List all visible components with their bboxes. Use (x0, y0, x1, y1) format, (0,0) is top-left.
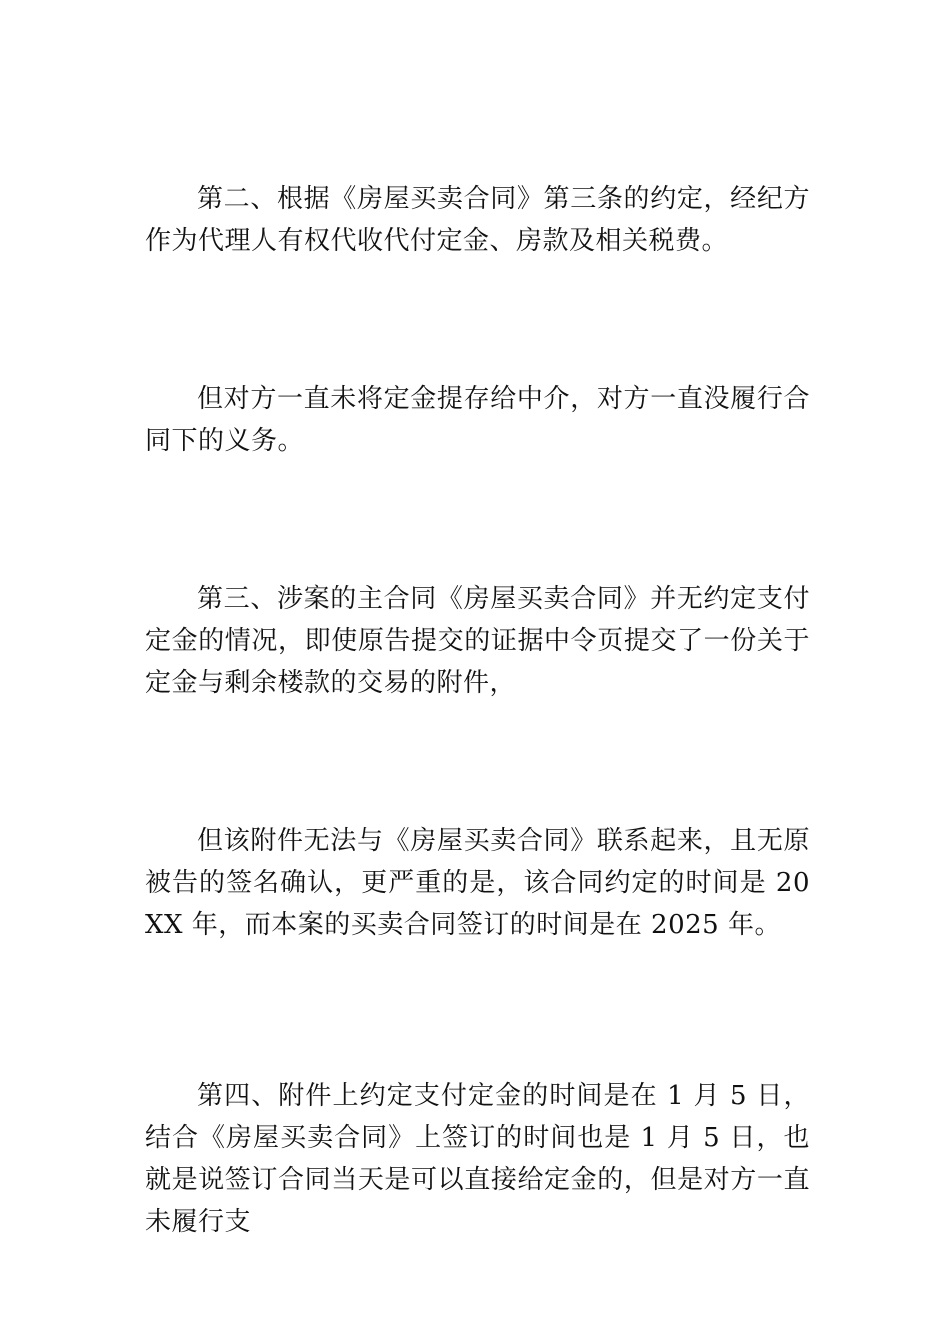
paragraph-clause-three: 第三、涉案的主合同《房屋买卖合同》并无约定支付定金的情况，即使原告提交的证据中令页提交了一份关于定金与剩余楼款的交易的附件， (145, 584, 810, 698)
paragraph-clause-two: 第二、根据《房屋买卖合同》第三条的约定，经纪方作为代理人有权代收代付定金、房款及相关税费。 (145, 184, 810, 256)
paragraph-deposit-not-paid: 但对方一直未将定金提存给中介，对方一直没履行合同下的义务。 (145, 384, 810, 456)
paragraph-clause-four: 第四、附件上约定支付定金的时间是在 1 月 5 日，结合《房屋买卖合同》上签订的时间也是 1 月 5 日，也就是说签订合同当天是可以直接给定金的，但是对方一直未履行支 (145, 1081, 810, 1237)
paragraph-attachment-issue: 但该附件无法与《房屋买卖合同》联系起来，且无原被告的签名确认，更严重的是，该合同约定的时间是 20XX 年，而本案的买卖合同签订的时间是在 2025 年。 (145, 826, 810, 940)
